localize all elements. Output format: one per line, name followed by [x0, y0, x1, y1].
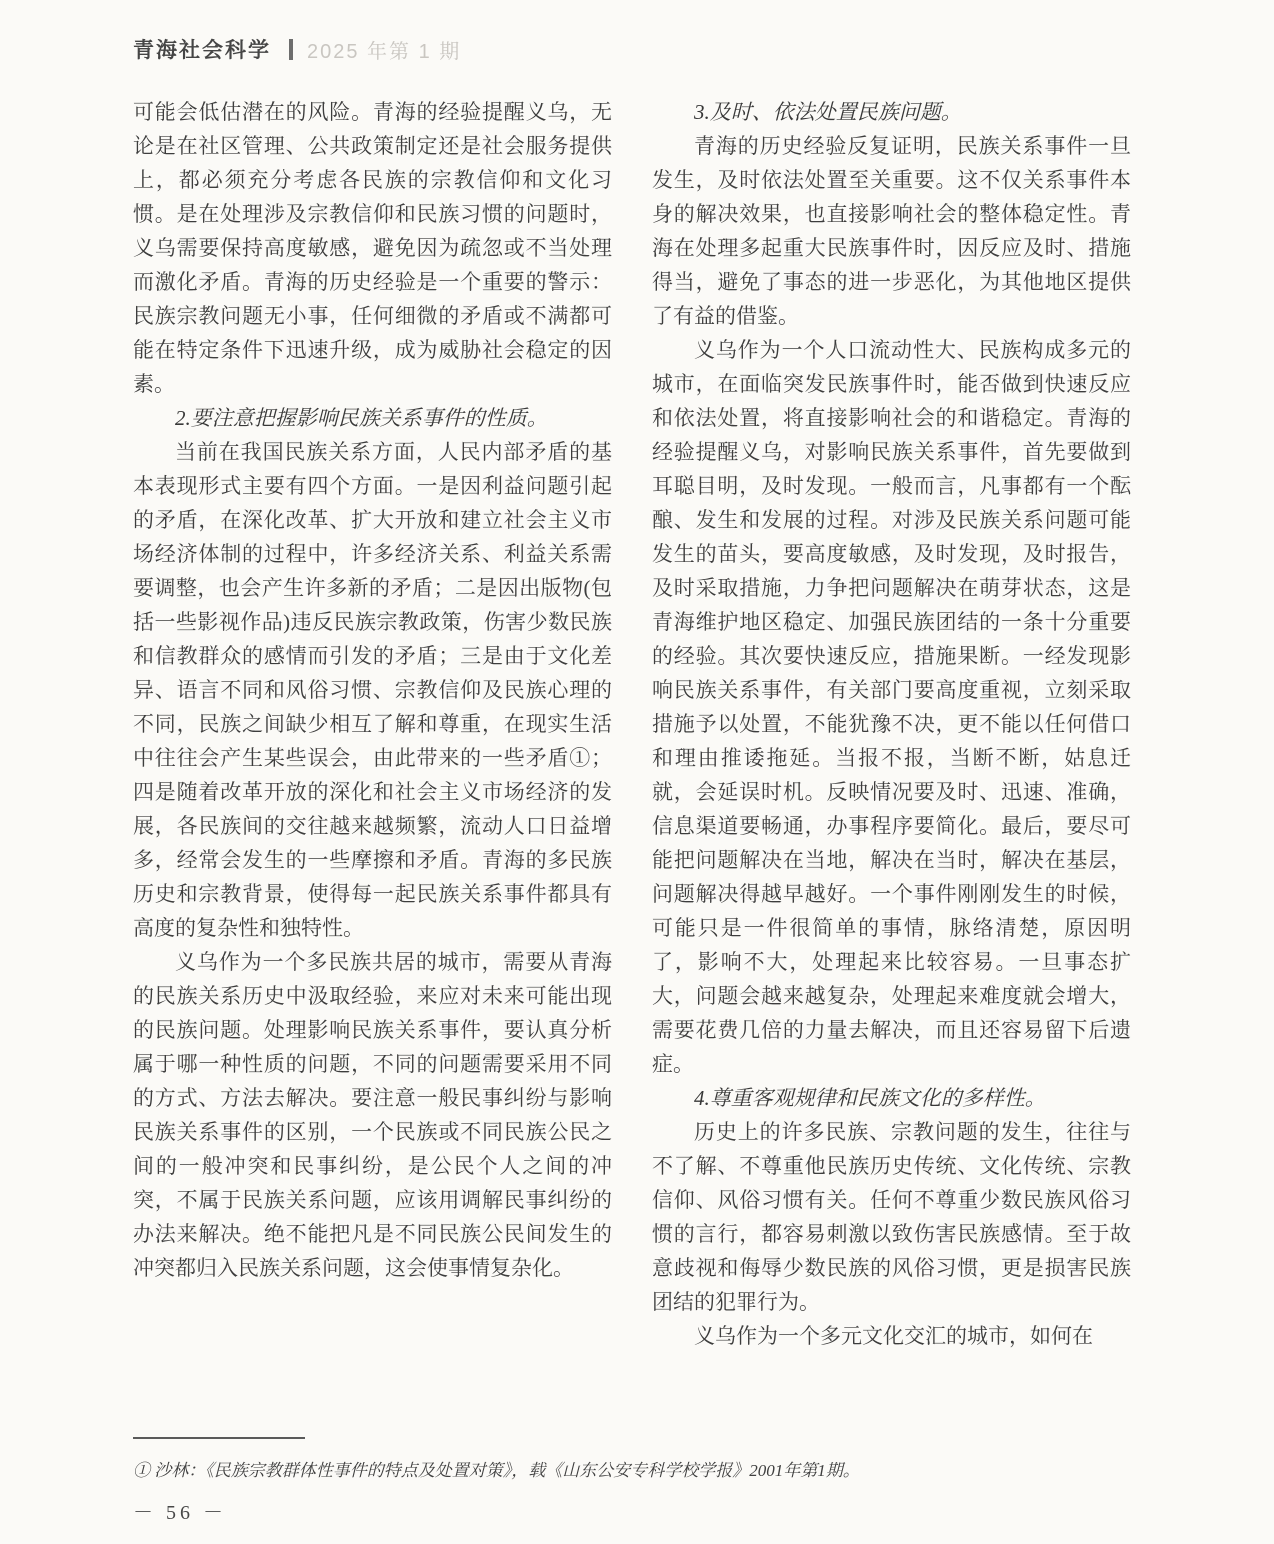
right-column [652, 95, 1131, 1353]
left-column [133, 95, 612, 1353]
issue-label: 2025 年第 1 期 [307, 40, 462, 63]
section-heading: 2.要注意把握影响民族关系事件的性质。 [175, 406, 548, 430]
footnote: ① 沙林：《民族宗教群体性事件的特点及处置对策》，载《山东公安专科学校学报》2001年第1期。 [133, 1461, 860, 1480]
section-heading: 4.尊重客观规律和民族文化的多样性。 [694, 1086, 1046, 1110]
page-header [133, 34, 461, 64]
journal-title: 青海社会科学 [133, 39, 271, 62]
paragraph: 历史上的许多民族、宗教问题的发生，往往与不了解、不尊重他民族历史传统、文化传统、宗教信仰、风俗习惯有关。任何不尊重少数民族风俗习惯的言行，都容易刺激以致伤害民族感情。至于故意歧视和侮辱少数民族的风俗习惯，更是损害民族团结的犯罪行为。 [652, 1120, 1131, 1314]
paragraph: 当前在我国民族关系方面，人民内部矛盾的基本表现形式主要有四个方面。一是因利益问题引起的矛盾，在深化改革、扩大开放和建立社会主义市场经济体制的过程中，许多经济关系、利益关系需要调整，也会产生许多新的矛盾；二是因出版物(包括一些影视作品)违反民族宗教政策，伤害少数民族和信教群众的感情而引发的矛盾；三是由于文化差异、语言不同和风俗习惯、宗教信仰及民族心理的不同，民族之间缺少相互了解和尊重，在现实生活中往往会产生某些误会，由此带来的一些矛盾①；四是随着改革开放的深化和社会主义市场经济的发展，各民族间的交往越来越频繁，流动人口日益增多，经常会发生的一些摩擦和矛盾。青海的多民族历史和宗教背景，使得每一起民族关系事件都具有高度的复杂性和独特性。 [133, 440, 612, 940]
paragraph: 可能会低估潜在的风险。青海的经验提醒义乌，无论是在社区管理、公共政策制定还是社会服务提供上，都必须充分考虑各民族的宗教信仰和文化习惯。是在处理涉及宗教信仰和民族习惯的问题时，义乌需要保持高度敏感，避免因为疏忽或不当处理而激化矛盾。青海的历史经验是一个重要的警示：民族宗教问题无小事，任何细微的矛盾或不满都可能在特定条件下迅速升级，成为威胁社会稳定的因素。 [133, 100, 612, 396]
paragraph: 义乌作为一个人口流动性大、民族构成多元的城市，在面临突发民族事件时，能否做到快速反应和依法处置，将直接影响社会的和谐稳定。青海的经验提醒义乌，对影响民族关系事件，首先要做到耳聪目明，及时发现。一般而言，凡事都有一个酝酿、发生和发展的过程。对涉及民族关系问题可能发生的苗头，要高度敏感，及时发现，及时报告，及时采取措施，力争把问题解决在萌芽状态，这是青海维护地区稳定、加强民族团结的一条十分重要的经验。其次要快速反应，措施果断。一经发现影响民族关系事件，有关部门要高度重视，立刻采取措施予以处置，不能犹豫不决，更不能以任何借口和理由推诿拖延。当报不报，当断不断，姑息迁就，会延误时机。反映情况要及时、迅速、准确，信息渠道要畅通，办事程序要简化。最后，要尽可能把问题解决在当地，解决在当时，解决在基层，问题解决得越早越好。一个事件刚刚发生的时候，可能只是一件很简单的事情，脉络清楚，原因明了，影响不大，处理起来比较容易。一旦事态扩大，问题会越来越复杂，处理起来难度就会增大，需要花费几倍的力量去解决，而且还容易留下后遗症。 [652, 338, 1131, 1076]
paragraph: 义乌作为一个多民族共居的城市，需要从青海的民族关系历史中汲取经验，来应对未来可能出现的民族问题。处理影响民族关系事件，要认真分析属于哪一种性质的问题，不同的问题需要采用不同的方式、方法去解决。要注意一般民事纠纷与影响民族关系事件的区别，一个民族或不同民族公民之间的一般冲突和民事纠纷，是公民个人之间的冲突，不属于民族关系问题，应该用调解民事纠纷的办法来解决。绝不能把凡是不同民族公民间发生的冲突都归入民族关系问题，这会使事情复杂化。 [133, 950, 612, 1280]
page-number: － 56 － [133, 1502, 227, 1524]
header-divider [289, 39, 293, 60]
paragraph: 青海的历史经验反复证明，民族关系事件一旦发生，及时依法处置至关重要。这不仅关系事件本身的解决效果，也直接影响社会的整体稳定性。青海在处理多起重大民族事件时，因反应及时、措施得当，避免了事态的进一步恶化，为其他地区提供了有益的借鉴。 [652, 134, 1131, 328]
footnote-divider [133, 1437, 305, 1439]
section-heading: 3.及时、依法处置民族问题。 [694, 100, 962, 124]
paragraph: 义乌作为一个多元文化交汇的城市，如何在 [694, 1324, 1093, 1348]
article-body [133, 95, 1131, 1353]
